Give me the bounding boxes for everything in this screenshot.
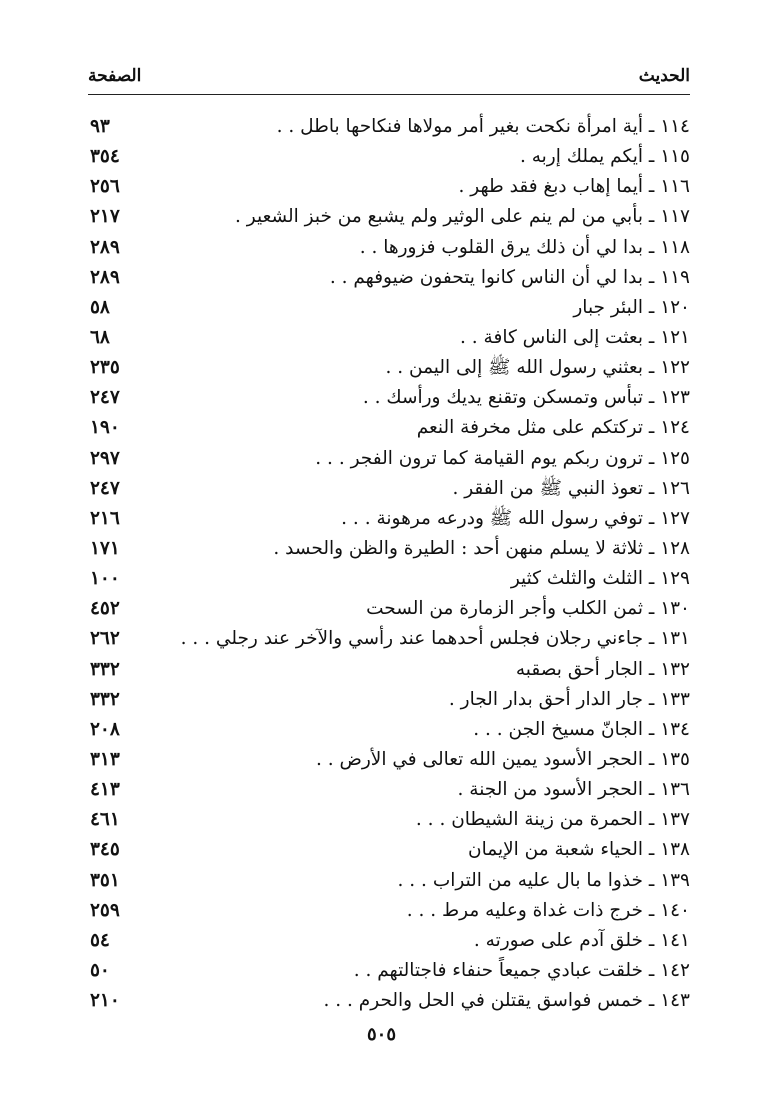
list-item xyxy=(88,624,690,654)
hadith-text: خذوا ما بال عليه من التراب . . . xyxy=(397,869,643,891)
hadith-text: أية امرأة نكحت بغير أمر مولاها فنكاحها باطل . . xyxy=(276,116,643,137)
page-reference: ٢١٦ xyxy=(90,507,120,529)
hadith-entry: ١٢١ ـ بعثت إلى الناس كافة . . xyxy=(460,326,690,348)
hadith-text: بدا لي أن ذلك يرق القلوب فزورها . . xyxy=(359,236,643,258)
hadith-entry: ١٣٧ ـ الحمرة من زينة الشيطان . . . xyxy=(415,809,690,831)
hadith-entry: ١٣٤ ـ الجانّ مسيخ الجن . . . xyxy=(473,718,690,740)
list-item xyxy=(88,202,690,232)
hadith-text: خلق آدم على صورته . xyxy=(473,929,643,951)
hadith-entry: ١٢٤ ـ تركتكم على مثل مخرفة النعم xyxy=(416,417,690,439)
page-reference: ٦٨ xyxy=(90,326,110,348)
page-reference: ٢٠٨ xyxy=(90,718,120,740)
hadith-number: ١٢٠ xyxy=(660,296,690,318)
list-item xyxy=(88,263,690,293)
hadith-entry: ١٣٢ ـ الجار أحق بصقبه xyxy=(515,658,690,680)
page-reference: ٥٤ xyxy=(90,929,110,951)
hadith-index-list xyxy=(88,112,690,1016)
list-item xyxy=(88,896,690,926)
list-item xyxy=(88,413,690,443)
hadith-entry: ١٤١ ـ خلق آدم على صورته . xyxy=(473,929,690,951)
list-item xyxy=(88,353,690,383)
page-reference: ٤٦١ xyxy=(90,809,120,831)
hadith-text: الثلث والثلث كثير xyxy=(510,568,643,590)
page-reference: ٢٥٩ xyxy=(90,899,120,921)
hadith-text: ثمن الكلب وأجر الزمارة من السحت xyxy=(366,598,643,620)
list-item xyxy=(88,112,690,142)
page-reference: ٣٥١ xyxy=(90,869,120,891)
hadith-text: بدا لي أن الناس كانوا يتحفون ضيوفهم . . xyxy=(329,266,643,288)
list-item xyxy=(88,474,690,504)
hadith-number: ١٢٦ xyxy=(660,477,690,499)
hadith-entry: ١١٦ ـ أيما إهاب دبغ فقد طهر . xyxy=(458,176,690,198)
hadith-text: أيما إهاب دبغ فقد طهر . xyxy=(458,176,643,198)
list-item xyxy=(88,775,690,805)
hadith-entry: ١٣٥ ـ الحجر الأسود يمين الله تعالى في الأرض . . xyxy=(315,748,690,770)
hadith-number: ١٣٣ xyxy=(660,688,690,710)
hadith-number: ١٤٣ xyxy=(660,990,690,1012)
hadith-entry: ١٢٣ ـ تبأس وتمسكن وتقنع يديك ورأسك . . xyxy=(362,387,690,409)
page-column-header: الصفحة xyxy=(88,66,142,86)
page-reference: ٣٤٥ xyxy=(90,839,120,861)
hadith-entry: ١٣٣ ـ جار الدار أحق بدار الجار . xyxy=(448,688,690,710)
list-item xyxy=(88,172,690,202)
hadith-number: ١٢٧ xyxy=(660,507,690,529)
hadith-entry: ١٢٢ ـ بعثني رسول الله ﷺ إلى اليمن . . xyxy=(385,357,690,379)
hadith-entry: ١٤٢ ـ خلقت عبادي جميعاً حنفاء فاجتالتهم . . xyxy=(353,959,690,981)
hadith-text: الحجر الأسود من الجنة . xyxy=(457,779,643,801)
hadith-text: جار الدار أحق بدار الجار . xyxy=(448,688,643,710)
page-reference: ١٠٠ xyxy=(90,568,120,590)
list-item xyxy=(88,293,690,323)
list-item xyxy=(88,805,690,835)
hadith-number: ١١٨ xyxy=(660,236,690,258)
hadith-entry: ١٢٨ ـ ثلاثة لا يسلم منهن أحد : الطيرة والظن والحسد . xyxy=(273,537,690,559)
page-reference: ٢٤٧ xyxy=(90,387,120,409)
hadith-text: الجانّ مسيخ الجن . . . xyxy=(473,718,643,740)
hadith-text: البئر جبار xyxy=(573,296,643,318)
list-item xyxy=(88,594,690,624)
hadith-number: ١٣٨ xyxy=(660,839,690,861)
list-item xyxy=(88,835,690,865)
table-header xyxy=(88,62,690,95)
hadith-number: ١٢٣ xyxy=(660,387,690,409)
list-item xyxy=(88,655,690,685)
page-reference: ٣٣٢ xyxy=(90,688,120,710)
list-item xyxy=(88,233,690,263)
page-reference: ٢٩٧ xyxy=(90,447,120,469)
page-reference: ٩٣ xyxy=(90,116,110,137)
hadith-number: ١١٧ xyxy=(660,206,690,228)
page-reference: ٣٣٢ xyxy=(90,658,120,680)
hadith-entry: ١٢٥ ـ ترون ربكم يوم القيامة كما ترون الفجر . . . xyxy=(315,447,690,469)
hadith-entry: ١٢٠ ـ البئر جبار xyxy=(573,296,690,318)
hadith-number: ١٣٧ xyxy=(660,809,690,831)
hadith-number: ١٣٢ xyxy=(660,658,690,680)
hadith-number: ١٣٠ xyxy=(660,598,690,620)
hadith-entry: ١١٨ ـ بدا لي أن ذلك يرق القلوب فزورها . . xyxy=(359,236,690,258)
hadith-text: توفي رسول الله ﷺ ودرعه مرهونة . . . xyxy=(341,507,643,529)
hadith-number: ١٢٨ xyxy=(660,537,690,559)
hadith-text: الحياء شعبة من الإيمان xyxy=(468,839,643,861)
hadith-text: خمس فواسق يقتلن في الحل والحرم . . . xyxy=(323,990,643,1012)
list-item xyxy=(88,986,690,1016)
hadith-entry: ١٤٣ ـ خمس فواسق يقتلن في الحل والحرم . . . xyxy=(323,990,690,1012)
hadith-entry: ١٤٠ ـ خرج ذات غداة وعليه مرط . . . xyxy=(406,899,690,921)
hadith-text: خلقت عبادي جميعاً حنفاء فاجتالتهم . . xyxy=(353,959,643,981)
hadith-entry: ١١٧ ـ بأبي من لم ينم على الوثير ولم يشبع من خبز الشعير . xyxy=(235,206,690,228)
page-reference: ٤١٣ xyxy=(90,779,120,801)
list-item xyxy=(88,142,690,172)
list-item xyxy=(88,504,690,534)
page-reference: ٢٨٩ xyxy=(90,236,120,258)
page-reference: ٢٦٢ xyxy=(90,628,120,650)
list-item xyxy=(88,534,690,564)
hadith-entry: ١٣٨ ـ الحياء شعبة من الإيمان xyxy=(468,839,690,861)
hadith-text: بعثت إلى الناس كافة . . xyxy=(460,326,643,348)
hadith-number: ١٢٤ xyxy=(660,417,690,439)
page-reference: ٢١٠ xyxy=(90,990,120,1012)
hadith-entry: ١٢٦ ـ تعوذ النبي ﷺ من الفقر . xyxy=(452,477,690,499)
hadith-number: ١١٦ xyxy=(660,176,690,198)
hadith-text: بعثني رسول الله ﷺ إلى اليمن . . xyxy=(385,357,643,379)
hadith-number: ١٤٠ xyxy=(660,899,690,921)
hadith-text: تعوذ النبي ﷺ من الفقر . xyxy=(452,477,643,499)
page-reference: ٢١٧ xyxy=(90,206,120,228)
page-reference: ٥٨ xyxy=(90,296,110,318)
hadith-entry: ١٣١ ـ جاءني رجلان فجلس أحدهما عند رأسي والآخر عند رجلي . . . xyxy=(180,628,690,650)
list-item xyxy=(88,866,690,896)
hadith-number: ١٣٤ xyxy=(660,718,690,740)
hadith-text: تركتكم على مثل مخرفة النعم xyxy=(416,417,643,439)
hadith-entry: ١١٥ ـ أيكم يملك إربه . xyxy=(519,146,690,168)
hadith-entry: ١٣٩ ـ خذوا ما بال عليه من التراب . . . xyxy=(397,869,690,891)
list-item xyxy=(88,685,690,715)
hadith-number: ١١٩ xyxy=(660,266,690,288)
hadith-number: ١٣٩ xyxy=(660,869,690,891)
page-reference: ٢٤٧ xyxy=(90,477,120,499)
hadith-text: جاءني رجلان فجلس أحدهما عند رأسي والآخر عند رجلي . . . xyxy=(180,628,643,650)
hadith-entry: ١٣٦ ـ الحجر الأسود من الجنة . xyxy=(457,779,690,801)
hadith-number: ١٢٩ xyxy=(660,568,690,590)
hadith-text: خرج ذات غداة وعليه مرط . . . xyxy=(406,899,643,921)
hadith-text: ثلاثة لا يسلم منهن أحد : الطيرة والظن والحسد . xyxy=(273,537,643,559)
page-reference: ٣٥٤ xyxy=(90,146,120,168)
page-reference: ٣١٣ xyxy=(90,748,120,770)
page-reference: ٥٠ xyxy=(90,959,110,981)
hadith-column-header: الحديث xyxy=(638,66,690,86)
list-item xyxy=(88,564,690,594)
hadith-number: ١١٤ xyxy=(660,116,690,137)
hadith-number: ١٤٢ xyxy=(660,959,690,981)
page-number: ٥٠٥ xyxy=(366,1024,396,1045)
list-item xyxy=(88,745,690,775)
hadith-text: بأبي من لم ينم على الوثير ولم يشبع من خبز الشعير . xyxy=(235,206,643,228)
page-reference: ٤٥٢ xyxy=(90,598,120,620)
hadith-number: ١٣٥ xyxy=(660,748,690,770)
hadith-text: ترون ربكم يوم القيامة كما ترون الفجر . . . xyxy=(315,447,643,469)
hadith-text: الحمرة من زينة الشيطان . . . xyxy=(415,809,643,831)
hadith-number: ١١٥ xyxy=(660,146,690,168)
page-reference: ١٧١ xyxy=(90,537,120,559)
hadith-entry: ١٢٩ ـ الثلث والثلث كثير xyxy=(510,568,690,590)
page-reference: ١٩٠ xyxy=(90,417,120,439)
page-reference: ٢٨٩ xyxy=(90,266,120,288)
hadith-number: ١٢٥ xyxy=(660,447,690,469)
hadith-text: أيكم يملك إربه . xyxy=(519,146,643,168)
hadith-number: ١٢٢ xyxy=(660,357,690,379)
hadith-number: ١٣١ xyxy=(660,628,690,650)
list-item xyxy=(88,956,690,986)
hadith-number: ١٢١ xyxy=(660,326,690,348)
list-item xyxy=(88,926,690,956)
hadith-entry: ١٣٠ ـ ثمن الكلب وأجر الزمارة من السحت xyxy=(366,598,690,620)
page-reference: ٢٣٥ xyxy=(90,357,120,379)
hadith-entry: ١١٤ ـ أية امرأة نكحت بغير أمر مولاها فنكاحها باطل . . xyxy=(276,116,690,137)
hadith-entry: ١٢٧ ـ توفي رسول الله ﷺ ودرعه مرهونة . . . xyxy=(341,507,690,529)
hadith-number: ١٤١ xyxy=(660,929,690,951)
hadith-entry: ١١٩ ـ بدا لي أن الناس كانوا يتحفون ضيوفهم . . xyxy=(329,266,690,288)
page-reference: ٢٥٦ xyxy=(90,176,120,198)
hadith-text: الحجر الأسود يمين الله تعالى في الأرض . . xyxy=(315,748,643,770)
list-item xyxy=(88,444,690,474)
hadith-text: تبأس وتمسكن وتقنع يديك ورأسك . . xyxy=(362,387,643,409)
list-item xyxy=(88,323,690,353)
hadith-text: الجار أحق بصقبه xyxy=(515,658,643,680)
list-item xyxy=(88,715,690,745)
hadith-number: ١٣٦ xyxy=(660,779,690,801)
list-item xyxy=(88,383,690,413)
